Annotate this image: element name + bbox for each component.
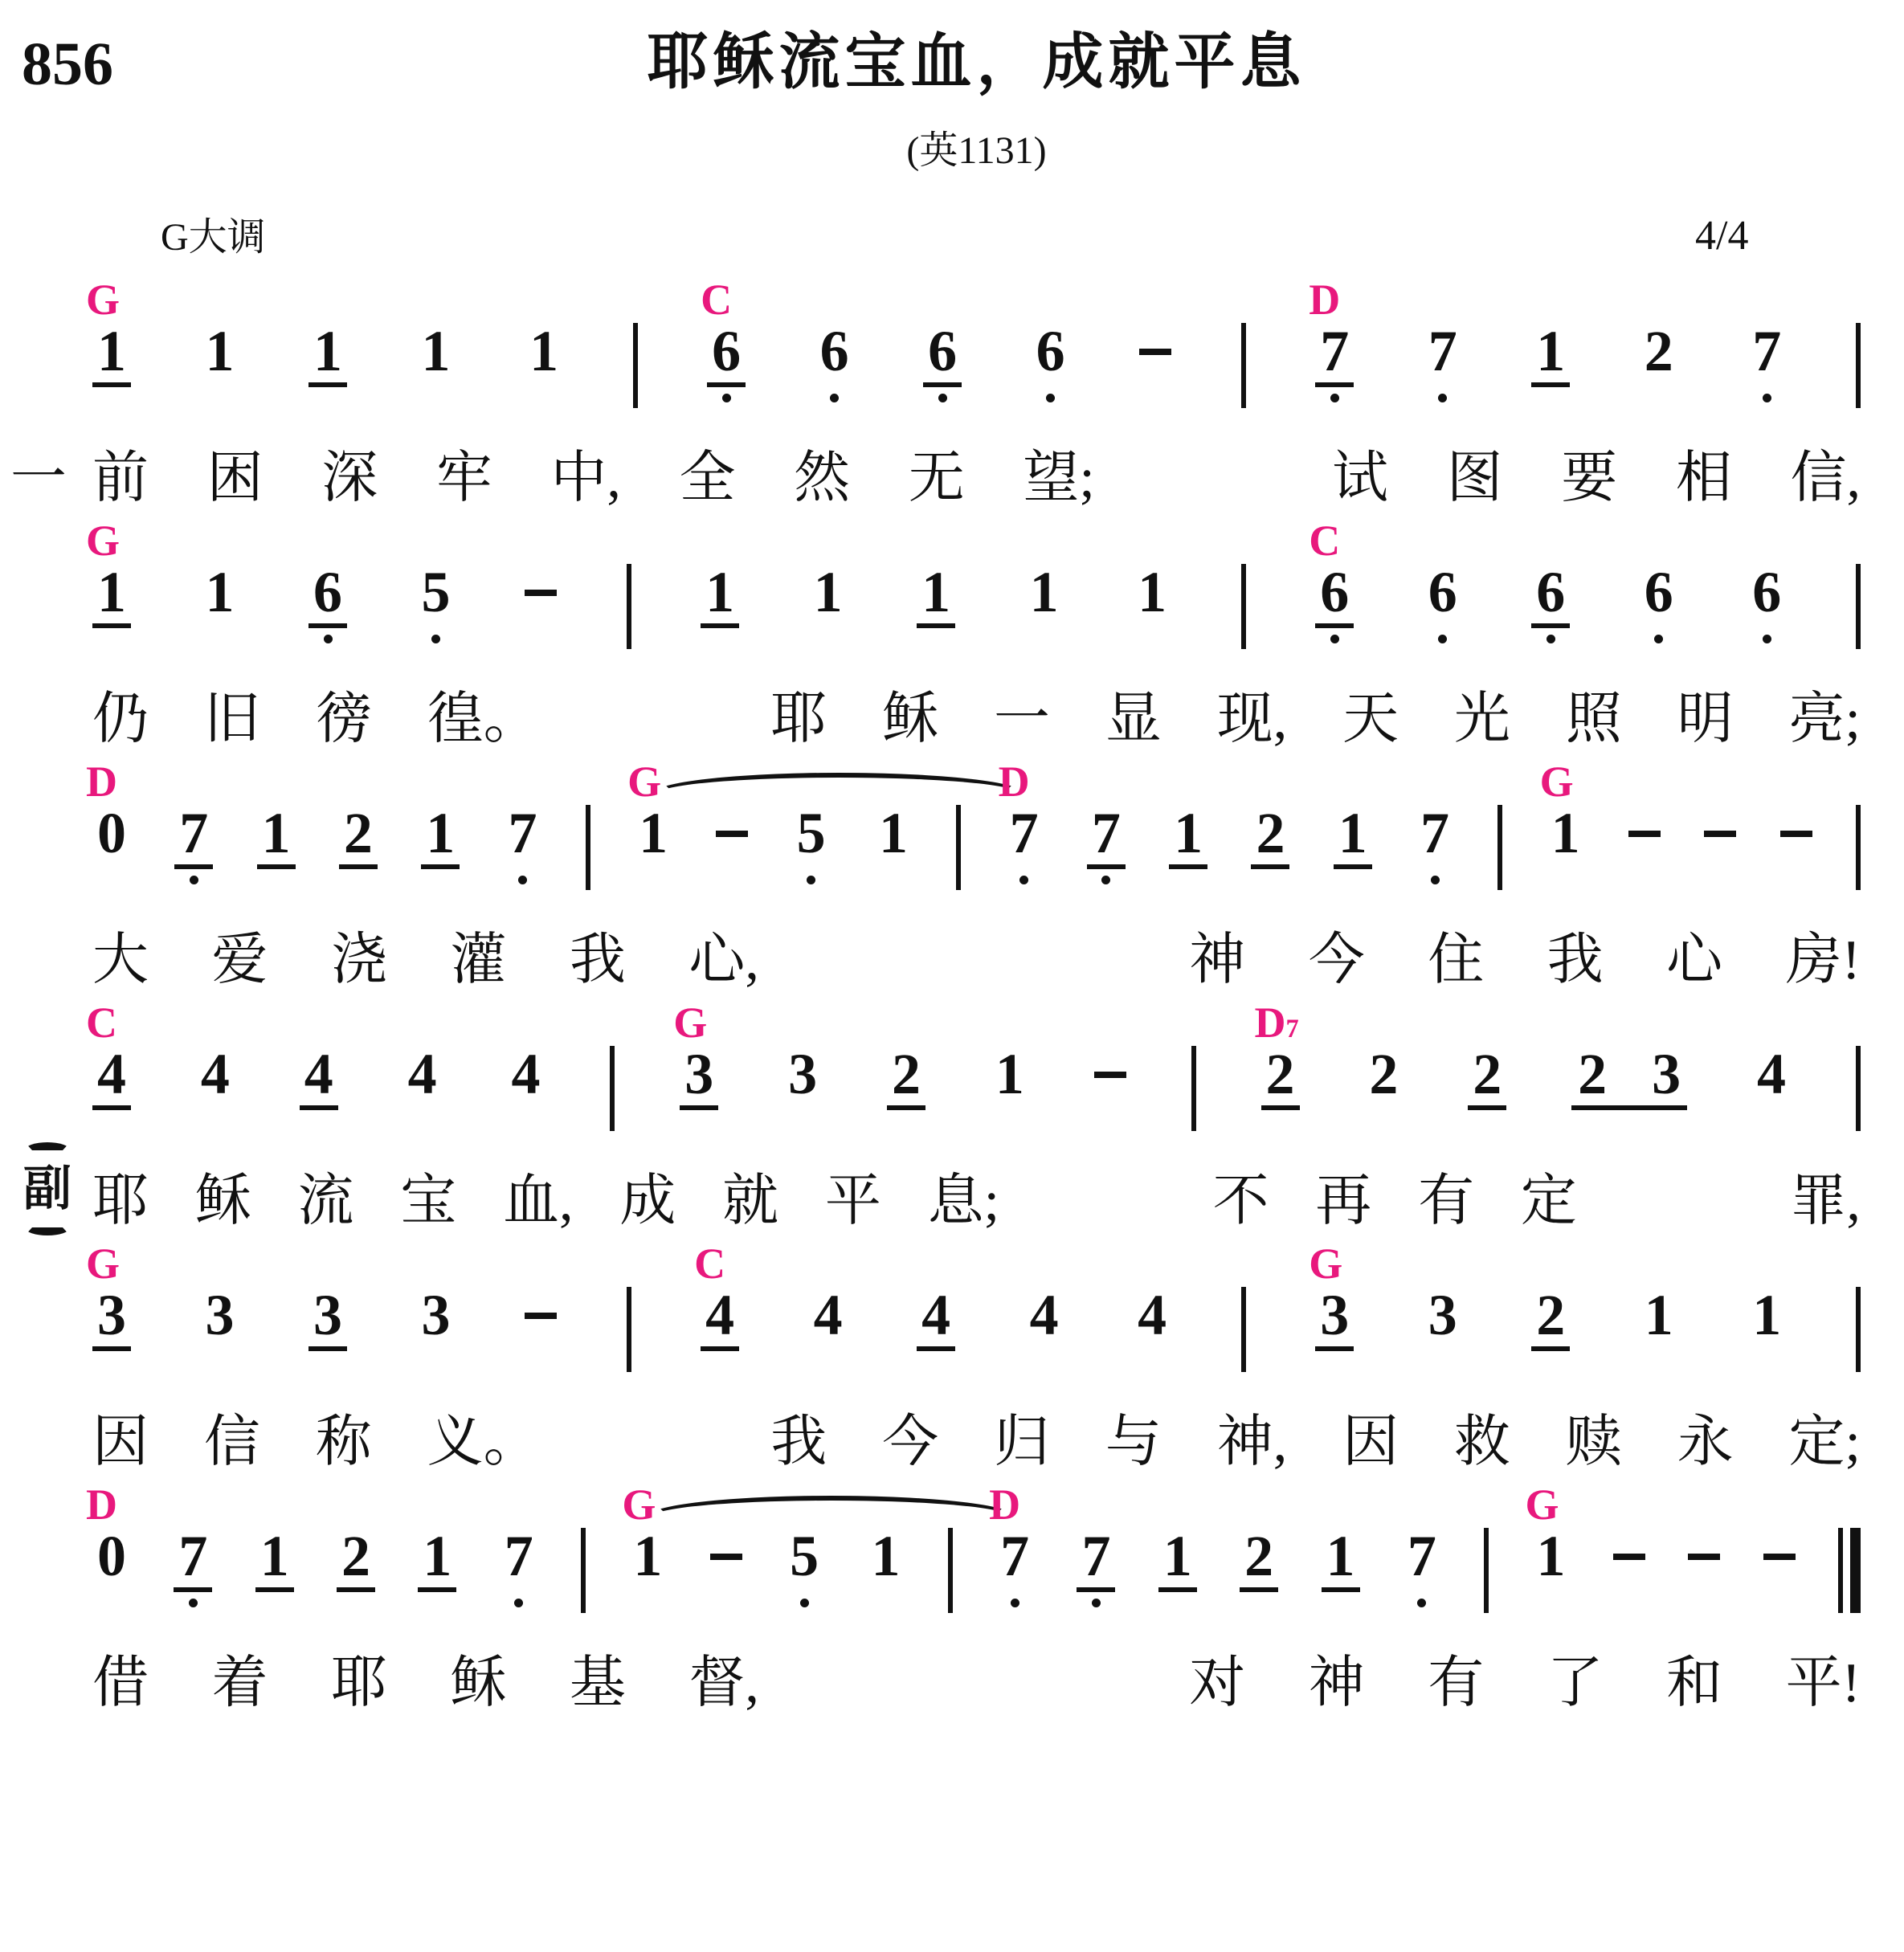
- verse-marker: 一: [10, 447, 67, 509]
- note-7: 7 D: [1005, 810, 1044, 884]
- melody-line-3: [86, 758, 1861, 890]
- note-6: 6: [308, 569, 347, 643]
- barline: [1241, 323, 1246, 408]
- lyric-char: 今: [1308, 929, 1365, 991]
- lyric-char: 息;: [927, 1170, 1000, 1232]
- chord-C: C: [694, 1239, 726, 1288]
- hymn-subtitle: (英1131): [906, 129, 1047, 172]
- system-5: [86, 1239, 1861, 1481]
- chord-C: C: [1309, 517, 1341, 565]
- chord-G: G: [86, 276, 121, 324]
- lyric-char: 耶: [92, 1170, 149, 1232]
- lyric-char: 灌: [450, 929, 507, 991]
- note-4: 4: [511, 1042, 541, 1106]
- dash: [525, 1292, 557, 1319]
- lyric-char: 了: [1546, 1652, 1604, 1714]
- note-3: 3 G: [680, 1051, 718, 1110]
- note-1: 1: [701, 569, 739, 628]
- lyric-gap: [822, 922, 942, 923]
- note-6: 6: [815, 328, 854, 402]
- lyric-char: 永: [1677, 1411, 1734, 1473]
- dash: [1628, 810, 1661, 837]
- lyric-gap: [594, 1404, 715, 1405]
- note-2: 2: [1531, 1292, 1570, 1351]
- lyric-char: 稣: [194, 1170, 251, 1232]
- lyric-char: 稣: [450, 1652, 507, 1714]
- system-1: [10, 276, 1861, 517]
- lyric-char: 明: [1677, 688, 1734, 750]
- lyric-char: 试: [1332, 447, 1389, 509]
- lyric-char: 神: [1189, 929, 1246, 991]
- note-5: 5: [792, 810, 831, 884]
- lyric-char: 现,: [1216, 688, 1288, 750]
- note-1: 1: [1158, 1533, 1197, 1592]
- note-1: 1 G: [92, 569, 131, 628]
- melody-line-4: [86, 998, 1861, 1131]
- chorus-marker-char: 副: [23, 1162, 72, 1215]
- chord-G: G: [1539, 758, 1574, 806]
- note-1: 1: [917, 569, 955, 628]
- lyric-char: 徬: [315, 688, 372, 750]
- system-3: [86, 758, 1861, 999]
- lyric-char: 再: [1315, 1170, 1372, 1232]
- note-7: 7: [1087, 810, 1126, 884]
- note-1: 1: [1644, 1283, 1673, 1347]
- lyric-char: 与: [1105, 1411, 1162, 1473]
- lyric-char: 我: [569, 929, 626, 991]
- dash: [1780, 810, 1812, 837]
- header: [22, 21, 1861, 111]
- note-2: 2: [339, 810, 378, 869]
- lyric-char: 要: [1561, 447, 1618, 509]
- lyric-char: 仍: [92, 688, 149, 750]
- lyric-char: 救: [1453, 1411, 1510, 1473]
- note-1: 1: [421, 810, 460, 869]
- lyric-char: 耶: [330, 1652, 387, 1714]
- lyric-char: 照: [1565, 688, 1622, 750]
- lyrics-line-3: [92, 922, 1861, 999]
- note-1: 1 G: [92, 328, 131, 387]
- note-5: 5: [417, 569, 456, 643]
- note-4: 4: [300, 1051, 338, 1110]
- note-1: 1: [308, 328, 347, 387]
- lyric-char: 定;: [1788, 1411, 1861, 1473]
- lyric-char: 今: [882, 1411, 939, 1473]
- chord-G: G: [86, 1239, 121, 1288]
- note-1: 1: [257, 810, 296, 869]
- note-1: 1: [813, 560, 843, 624]
- final-barline: [1838, 1528, 1861, 1613]
- note-6: 6: [1640, 569, 1678, 643]
- lyric-char: 我: [770, 1411, 827, 1473]
- chord-G: G: [1525, 1480, 1559, 1529]
- lyric-char: 就: [722, 1170, 779, 1232]
- note-1: 1 G: [627, 758, 668, 865]
- melody-line-1: [86, 276, 1861, 408]
- lyric-gap: [1624, 1163, 1744, 1164]
- lyric-char: 因: [92, 1411, 149, 1473]
- note-4: 4: [813, 1283, 843, 1347]
- lyric-char: 全: [679, 447, 736, 509]
- lyric-char: 平!: [1785, 1652, 1861, 1714]
- note-1: 1 G: [622, 1480, 663, 1588]
- system-6: [86, 1480, 1861, 1722]
- barline: [627, 564, 631, 649]
- lyric-char: 旧: [203, 688, 260, 750]
- note-6: 6: [1747, 569, 1786, 643]
- beamed-notes: [1571, 1042, 1687, 1110]
- note-1: 1: [205, 319, 235, 383]
- barline: [1191, 1046, 1196, 1131]
- note-2: 2: [1468, 1051, 1506, 1110]
- barline: [610, 1046, 615, 1131]
- note-7: 7: [1403, 1533, 1441, 1607]
- note-1: 1: [1334, 810, 1372, 869]
- note-7: 7: [1424, 328, 1462, 402]
- barline: [581, 1528, 586, 1613]
- lyric-char: 基: [569, 1652, 626, 1714]
- melody-line-5: [86, 1239, 1861, 1372]
- note-7: 7: [174, 1533, 212, 1607]
- lyric-char: 住: [1428, 929, 1485, 991]
- note-4: 4 C: [92, 1051, 131, 1110]
- lyric-char: 望;: [1023, 447, 1095, 509]
- barline: [948, 1528, 953, 1613]
- barline: [1241, 564, 1246, 649]
- barline: [1856, 1046, 1861, 1131]
- chord-D: D: [1309, 276, 1341, 324]
- lyric-gap: [1153, 440, 1273, 441]
- lyric-char: 信: [203, 1411, 260, 1473]
- note-1: 1: [255, 1533, 294, 1592]
- score: [10, 276, 1861, 1722]
- hymn-title: 耶稣流宝血，成就平息: [647, 29, 1306, 96]
- note-1: 1 G: [1525, 1480, 1566, 1588]
- note-3: 3: [1428, 1283, 1457, 1347]
- lyric-char: 图: [1446, 447, 1503, 509]
- lyric-char: 成: [619, 1170, 676, 1232]
- lyric-char: 显: [1105, 688, 1162, 750]
- barline: [633, 323, 638, 408]
- lyrics-line-5: [92, 1404, 1861, 1481]
- lyric-char: 有: [1418, 1170, 1475, 1232]
- note-4: 4: [917, 1292, 955, 1351]
- lyric-gap: [1006, 922, 1126, 923]
- lyric-char: 赎: [1565, 1411, 1622, 1473]
- lyric-char: 宝: [400, 1170, 457, 1232]
- lyric-char: 血,: [503, 1170, 574, 1232]
- note-2: 2: [887, 1051, 925, 1110]
- barline: [1856, 1287, 1861, 1372]
- time-signature: 4/4: [1695, 213, 1749, 259]
- hymn-number: 856: [22, 31, 113, 98]
- lyric-char: 因: [1342, 1411, 1399, 1473]
- lyric-gap: [822, 1645, 942, 1646]
- note-1: 1: [1169, 810, 1207, 869]
- note-6: 6: [1032, 328, 1070, 402]
- lyric-char: 爱: [211, 929, 268, 991]
- note-7: 7: [174, 810, 213, 884]
- chord-D: D: [86, 1480, 117, 1529]
- chord-G: G: [627, 758, 662, 806]
- barline: [1241, 1287, 1246, 1372]
- lyric-char: 称: [315, 1411, 372, 1473]
- note-6: 6: [1531, 569, 1570, 643]
- lyric-char: 天: [1342, 688, 1399, 750]
- dash: [1688, 1533, 1720, 1560]
- note-2: 2: [1240, 1533, 1278, 1592]
- dash: [710, 1533, 742, 1560]
- lyric-char: 不: [1212, 1170, 1269, 1232]
- lyric-char: 定: [1520, 1170, 1577, 1232]
- dash: [1763, 1533, 1796, 1560]
- note-1: 1: [205, 560, 235, 624]
- note-1: 1: [871, 1524, 901, 1588]
- note-7: 7: [1747, 328, 1786, 402]
- barline: [1484, 1528, 1489, 1613]
- chord-G: G: [622, 1480, 656, 1529]
- note-1: 1: [1029, 560, 1059, 624]
- lyric-char: 徨。: [427, 688, 540, 750]
- note-6: 6: [1424, 569, 1462, 643]
- note-4: 4: [1138, 1283, 1167, 1347]
- lyrics-line-4: [23, 1162, 1861, 1240]
- paren-top: [25, 1142, 70, 1158]
- lyrics-line-6: [92, 1645, 1861, 1722]
- lyric-char: 牢: [435, 447, 492, 509]
- lyrics-line-1: [10, 440, 1861, 517]
- note-4: 4 C: [701, 1292, 739, 1351]
- melody-line-6: [86, 1480, 1861, 1613]
- chord-D: D: [86, 758, 117, 806]
- lyric-char: 我: [1546, 929, 1604, 991]
- note-7: 7: [1077, 1533, 1115, 1607]
- chord-G: G: [1309, 1239, 1343, 1288]
- note-1: 1: [421, 319, 451, 383]
- note-7: 7 D: [1315, 328, 1354, 402]
- lyric-char: 督,: [688, 1652, 759, 1714]
- note-1: 1: [1752, 1283, 1782, 1347]
- dash: [1139, 328, 1171, 355]
- note-3: 3: [205, 1283, 235, 1347]
- note-2: 2: [1369, 1042, 1399, 1106]
- lyric-char: 无: [908, 447, 965, 509]
- chord-G: G: [673, 998, 708, 1047]
- note-4: 4: [1029, 1283, 1059, 1347]
- lyric-char: 神,: [1216, 1411, 1288, 1473]
- lyric-gap: [594, 681, 715, 682]
- note-3: 3: [308, 1292, 347, 1351]
- lyric-char: 光: [1453, 688, 1510, 750]
- system-4: [23, 998, 1861, 1240]
- lyric-char: 平: [824, 1170, 881, 1232]
- dash: [716, 810, 748, 837]
- chord-C: C: [86, 998, 117, 1047]
- barline: [586, 805, 590, 890]
- rest-0: 0 D: [86, 1480, 126, 1588]
- note-5: 5: [785, 1533, 823, 1607]
- dash: [1613, 1533, 1645, 1560]
- slur: [648, 1496, 1015, 1538]
- barline: [1856, 805, 1861, 890]
- dash: [1704, 810, 1736, 837]
- chord-D7: D7: [1254, 998, 1299, 1047]
- key-time-row: [92, 210, 1861, 276]
- melody-line-2: [86, 517, 1861, 649]
- lyric-char: 有: [1428, 1652, 1485, 1714]
- lyric-char: 心: [1666, 929, 1723, 991]
- note-7: 7: [500, 1533, 538, 1607]
- note-1: 1: [1531, 328, 1570, 387]
- note-3: 3: [421, 1283, 451, 1347]
- chord-D: D: [989, 1480, 1021, 1529]
- note-6: 6 C: [1315, 569, 1354, 643]
- note-1: 1: [529, 319, 559, 383]
- note-2: 2: [1251, 810, 1289, 869]
- note-2: 2: [1644, 319, 1673, 383]
- dash: [525, 569, 557, 596]
- lyric-char: 大: [92, 929, 149, 991]
- barline: [1856, 323, 1861, 408]
- lyric-char: 相: [1675, 447, 1732, 509]
- lyric-char: 然: [794, 447, 851, 509]
- lyric-char: 中,: [550, 447, 621, 509]
- chord-C: C: [701, 276, 733, 324]
- note-1: 1: [418, 1533, 456, 1592]
- note-1: 1: [878, 801, 908, 865]
- note-1: 1: [1138, 560, 1167, 624]
- note-7: 7: [1416, 810, 1454, 884]
- slur: [653, 773, 1024, 815]
- lyric-char: 心,: [688, 929, 759, 991]
- note-1: 1 G: [1539, 758, 1580, 865]
- note-7: 7: [503, 810, 541, 884]
- lyric-char: 房!: [1785, 929, 1861, 991]
- note-2: 2: [1578, 1042, 1608, 1106]
- system-2: [86, 517, 1861, 758]
- note-4: 4: [407, 1042, 437, 1106]
- lyric-char: 神: [1308, 1652, 1365, 1714]
- barline: [1856, 564, 1861, 649]
- chorus-marker: [15, 1142, 80, 1235]
- key-signature: G大调: [161, 216, 266, 259]
- note-3: 3: [1652, 1042, 1681, 1106]
- lyric-char: 借: [92, 1652, 149, 1714]
- note-4: 4: [200, 1042, 230, 1106]
- lyric-char: 对: [1189, 1652, 1246, 1714]
- note-2: 2: [337, 1533, 375, 1592]
- note-3: 3 G: [92, 1292, 131, 1351]
- lyric-char: 稣: [882, 688, 939, 750]
- lyric-gap: [1046, 1163, 1167, 1164]
- lyric-char: 着: [211, 1652, 268, 1714]
- barline: [627, 1287, 631, 1372]
- lyric-char: 耶: [770, 688, 827, 750]
- note-2: 2 D7: [1261, 1051, 1300, 1110]
- lyric-char: 亮;: [1788, 688, 1861, 750]
- lyric-char: 前: [92, 447, 149, 509]
- lyric-char: 和: [1666, 1652, 1723, 1714]
- barline: [956, 805, 961, 890]
- note-3: 3 G: [1315, 1292, 1354, 1351]
- lyric-char: 归: [994, 1411, 1051, 1473]
- lyric-char: 罪,: [1790, 1170, 1861, 1232]
- lyric-char: 困: [206, 447, 264, 509]
- dash: [1094, 1051, 1126, 1078]
- barline: [1497, 805, 1502, 890]
- lyric-char: 义。: [427, 1411, 540, 1473]
- rest-0: 0 D: [86, 758, 126, 865]
- lyric-char: 浇: [330, 929, 387, 991]
- note-7: 7 D: [995, 1533, 1034, 1607]
- note-6: 6 C: [707, 328, 746, 402]
- chord-G: G: [86, 517, 121, 565]
- note-4: 4: [1757, 1042, 1786, 1106]
- lyrics-line-2: [92, 681, 1861, 758]
- note-1: 1: [1322, 1533, 1360, 1592]
- note-3: 3: [788, 1042, 818, 1106]
- lyric-char: 一: [994, 688, 1051, 750]
- note-6: 6: [923, 328, 962, 402]
- note-1: 1: [995, 1042, 1024, 1106]
- chord-D: D: [998, 758, 1030, 806]
- lyric-char: 信,: [1790, 447, 1861, 509]
- lyric-char: 流: [297, 1170, 354, 1232]
- lyric-gap: [1006, 1645, 1126, 1646]
- lyric-char: 深: [321, 447, 378, 509]
- paren-bottom: [25, 1219, 70, 1235]
